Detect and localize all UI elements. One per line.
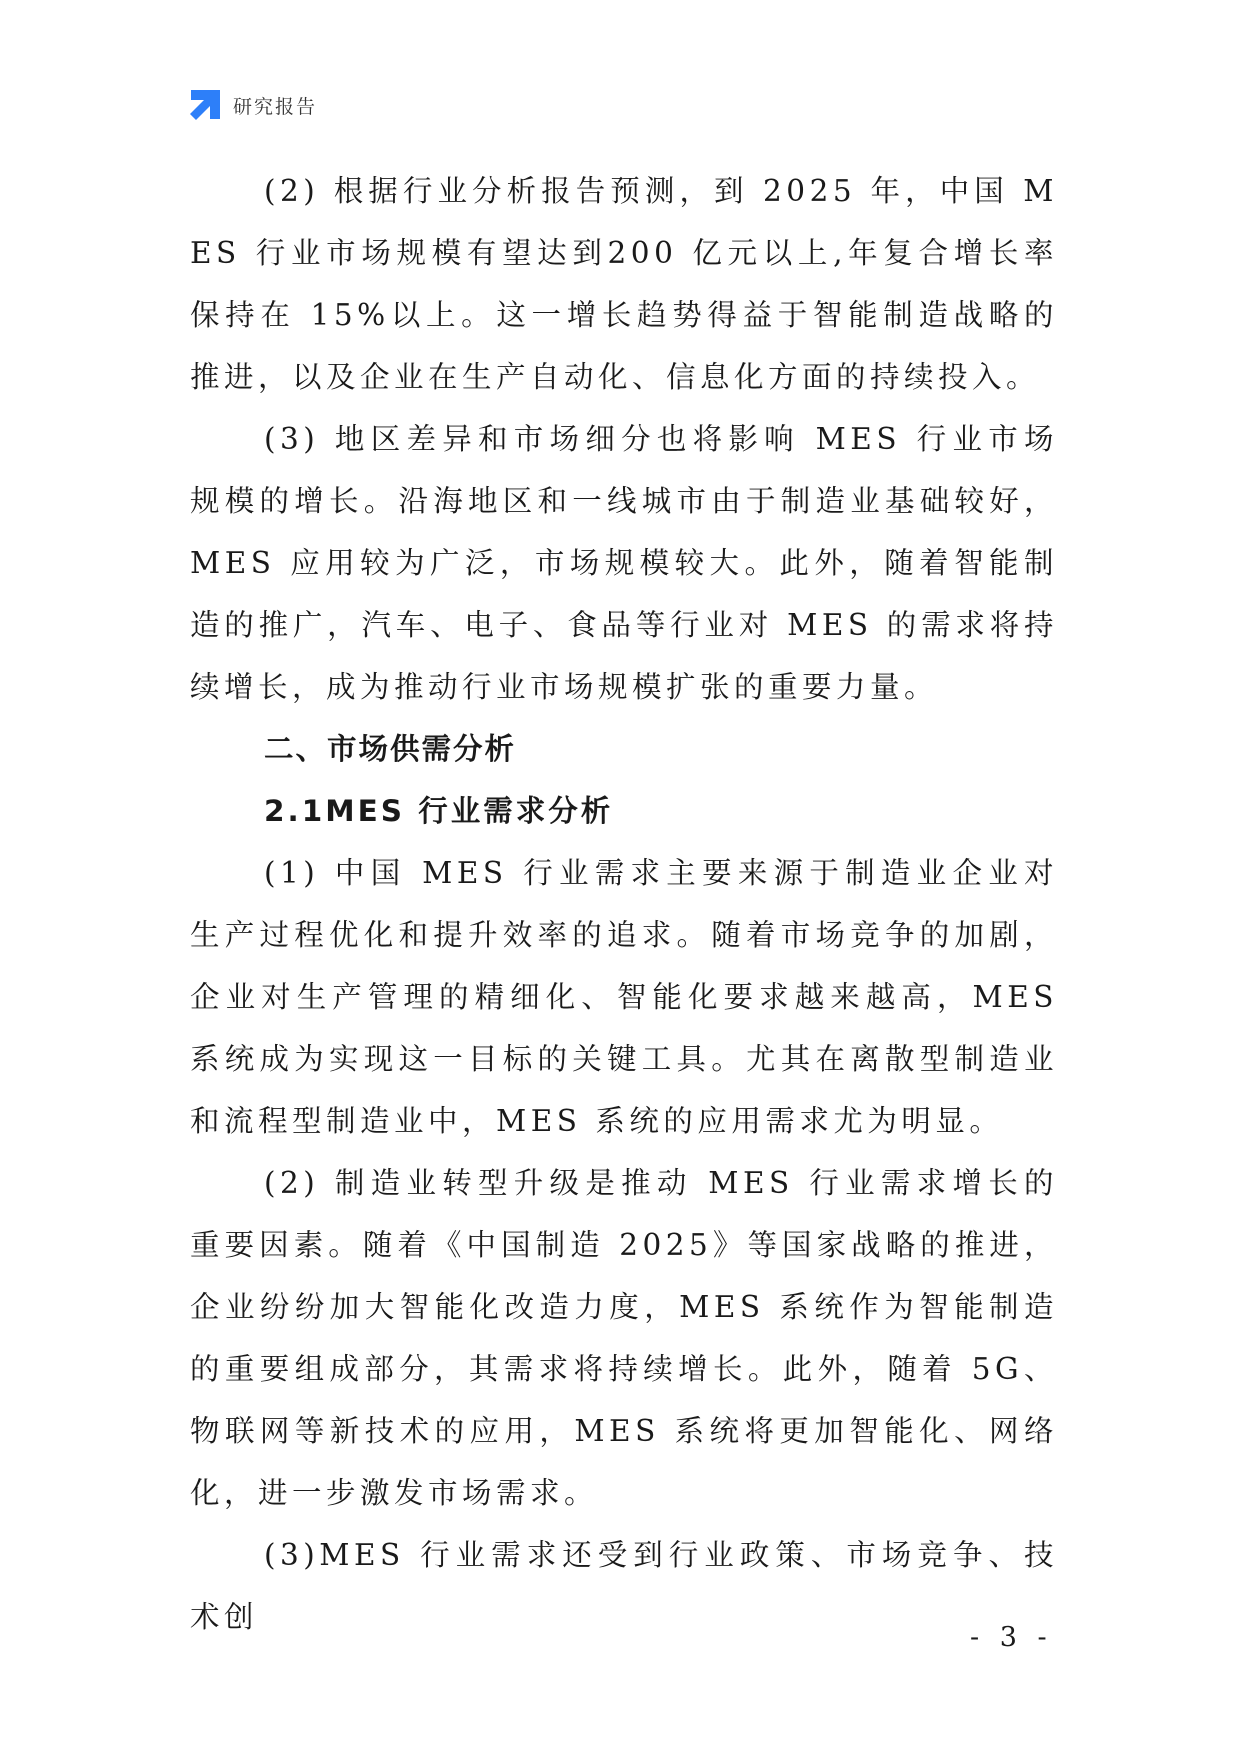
subsection-heading: 2.1MES 行业需求分析	[264, 794, 614, 828]
report-header	[188, 88, 317, 122]
document-body	[190, 160, 1058, 1648]
page-number: - 3 -	[970, 1622, 1053, 1653]
section-heading: 二、市场供需分析	[264, 732, 517, 766]
paragraph: (3)MES 行业需求还受到行业政策、市场竞争、技术创	[190, 1538, 1058, 1634]
arrow-up-right-icon	[188, 88, 222, 122]
paragraph: (2) 制造业转型升级是推动 MES 行业需求增长的重要因素。随着《中国制造 2025》等国家战略的推进，企业纷纷加大智能化改造力度，MES 系统作为智能制造的重要组成部分，其需求将持续增长。此外，随着 5G、物联网等新技术的应用，MES 系统将更加智能化、网络化，进一步激发市场需求。	[190, 1166, 1058, 1510]
paragraph: (1) 中国 MES 行业需求主要来源于制造业企业对生产过程优化和提升效率的追求。随着市场竞争的加剧，企业对生产管理的精细化、智能化要求越来越高，MES 系统成为实现这一目标的关键工具。尤其在离散型制造业和流程型制造业中，MES 系统的应用需求尤为明显。	[190, 856, 1058, 1138]
paragraph: (3) 地区差异和市场细分也将影响 MES 行业市场规模的增长。沿海地区和一线城市由于制造业基础较好，MES 应用较为广泛，市场规模较大。此外，随着智能制造的推广，汽车、电子、食品等行业对 MES 的需求将持续增长，成为推动行业市场规模扩张的重要力量。	[190, 422, 1058, 704]
header-title: 研究报告	[233, 95, 318, 118]
paragraph: (2) 根据行业分析报告预测，到 2025 年，中国 MES 行业市场规模有望达到200 亿元以上,年复合增长率保持在 15%以上。这一增长趋势得益于智能制造战略的推进，以及企业在生产自动化、信息化方面的持续投入。	[190, 174, 1058, 394]
